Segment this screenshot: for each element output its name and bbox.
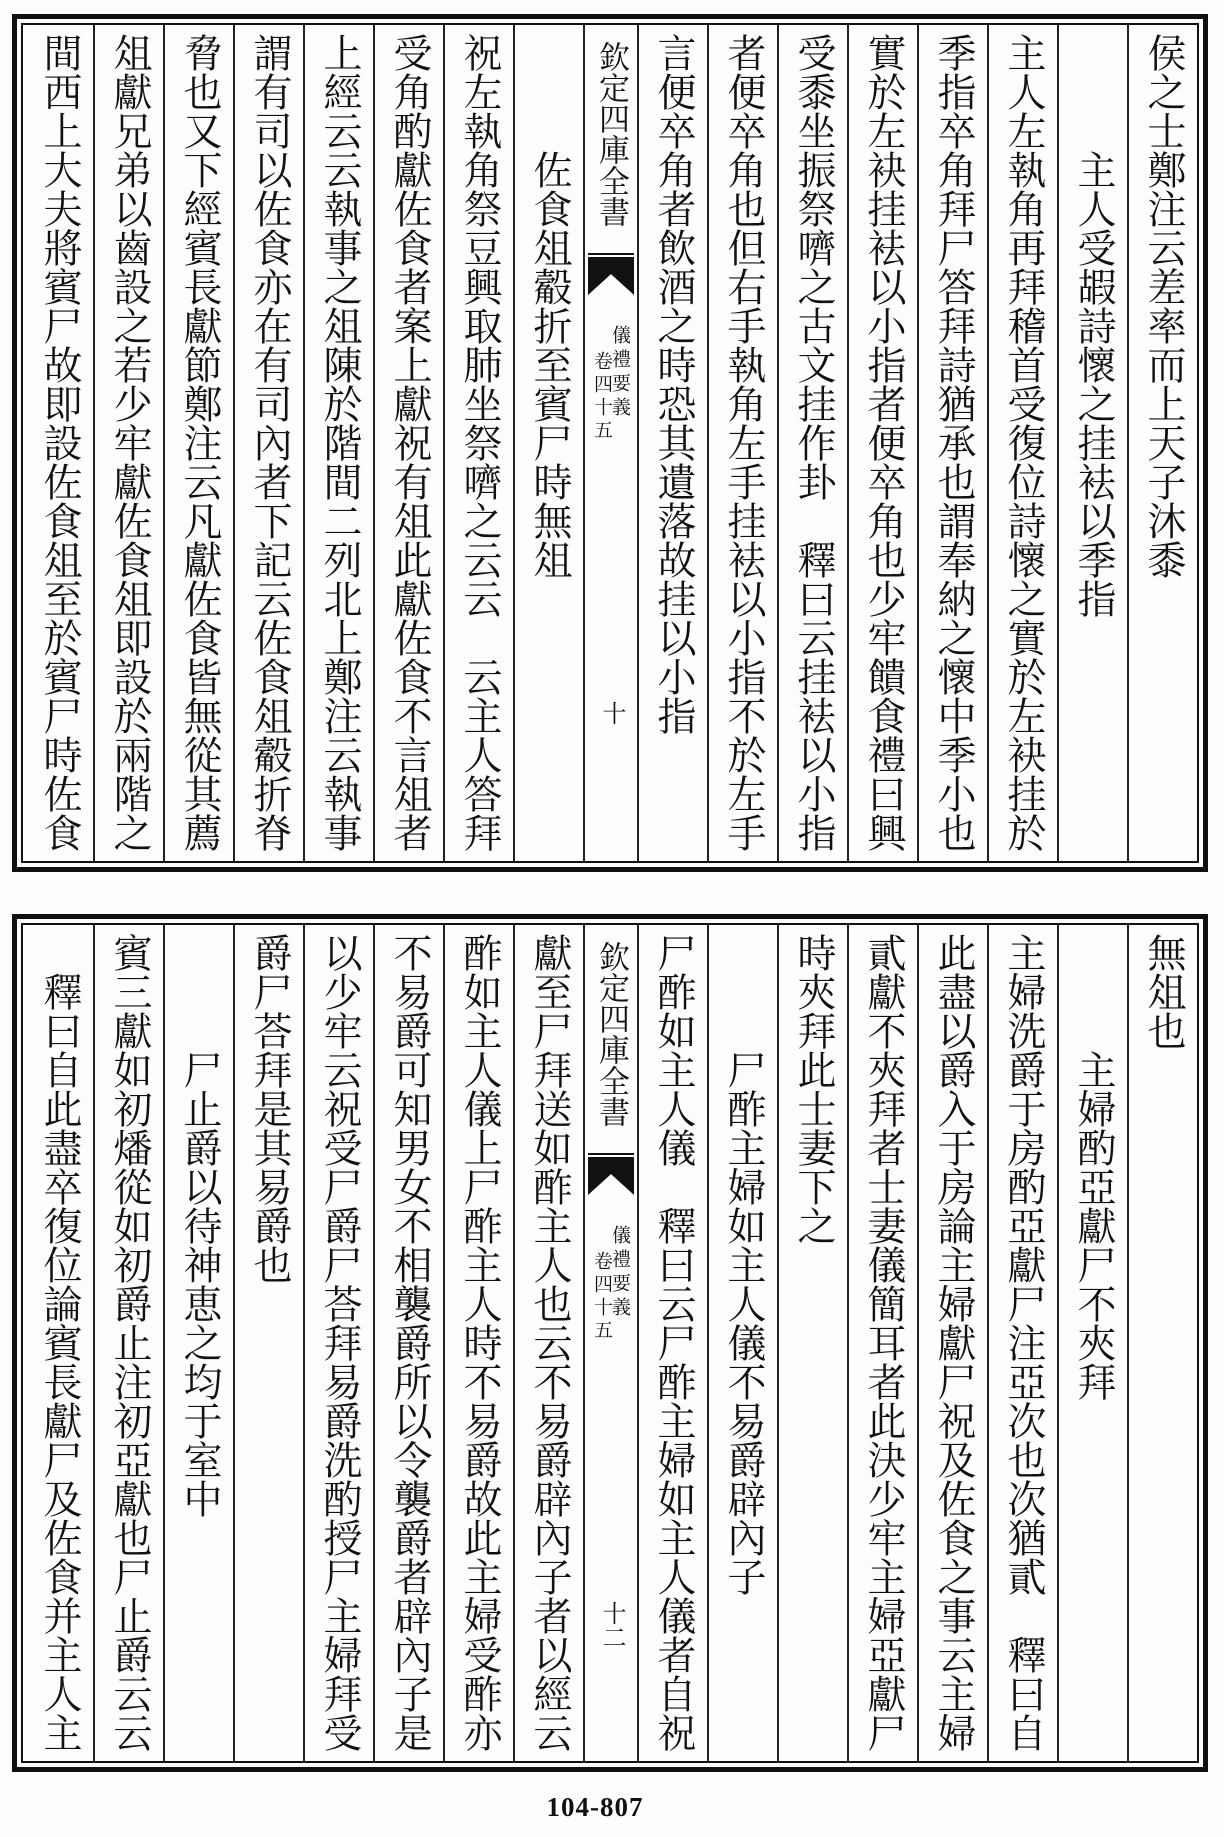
fish-tail-ornament xyxy=(588,257,634,295)
text-column: 主人受嘏詩懷之挂袪以季指 xyxy=(1057,25,1127,861)
series-title: 欽定四庫全書 xyxy=(593,41,629,227)
book-title: 儀禮要義 xyxy=(609,1225,631,1321)
leaf-number: 十 xyxy=(598,701,626,725)
text-column: 尸酢主婦如主人儀不易爵辟內子 xyxy=(707,925,777,1761)
leaf-number: 十二 xyxy=(598,1601,626,1649)
center-gutter xyxy=(583,25,637,861)
text-columns xyxy=(23,925,1197,1761)
text-column: 釋曰自此盡卒復位論賓長獻尸及佐食并主人主 xyxy=(37,972,82,1752)
fish-tail-rule xyxy=(588,1153,634,1155)
text-column: 謂有司以佐食亦在有司內者下記云佐食俎觳折脊 xyxy=(233,25,303,861)
page-code-footer: 104-807 xyxy=(546,1792,644,1822)
text-column: 受黍坐振祭嚌之古文挂作卦 釋曰云挂袪以小指 xyxy=(777,25,847,861)
text-column: 酢如主人儀上尸酢主人時不易爵故此主婦受酢亦 xyxy=(443,925,513,1761)
juan-label: 卷四十五 xyxy=(591,1251,613,1343)
text-column: 主婦洗爵于房酌亞獻尸注亞次也次猶貳 釋曰自 xyxy=(987,925,1057,1761)
text-column: 祝左執角祭豆興取肺坐祭嚌之云云 云主人答拜 xyxy=(443,25,513,861)
upper-leaf-panel xyxy=(12,14,1208,872)
lower-leaf-panel xyxy=(12,914,1208,1772)
text-column: 間西上大夫將賓尸故即設佐食俎至於賓尸時佐食 xyxy=(37,33,82,852)
text-column: 受角酌獻佐食者案上獻祝有俎此獻佐食不言俎者 xyxy=(373,25,443,861)
text-column: 主人左執角再拜稽首受復位詩懷之實於左袂挂於 xyxy=(987,25,1057,861)
text-column: 季指卒角拜尸答拜詩猶承也謂奉納之懷中季小也 xyxy=(917,25,987,861)
text-column: 爵尸荅拜是其易爵也 xyxy=(233,925,303,1761)
text-column: 此盡以爵入于房論主婦獻尸祝及佐食之事云主婦 xyxy=(917,925,987,1761)
center-gutter xyxy=(583,925,637,1761)
panel-inner-frame xyxy=(21,23,1199,863)
text-column: 俎獻兄弟以齒設之若少牢獻佐食俎即設於兩階之 xyxy=(93,25,163,861)
text-column: 佐食俎觳折至賓尸時無俎 xyxy=(513,25,583,861)
book-title: 儀禮要義 xyxy=(609,325,631,421)
text-column: 言便卒角者飲酒之時恐其遺落故挂以小指 xyxy=(637,25,707,861)
text-column: 者便卒角也但右手執角左手挂袪以小指不於左手 xyxy=(707,25,777,861)
fish-tail-rule xyxy=(588,253,634,255)
juan-label: 卷四十五 xyxy=(591,351,613,443)
panel-inner-frame xyxy=(21,923,1199,1763)
text-column: 不易爵可知男女不相襲爵所以令襲爵者辟內子是 xyxy=(373,925,443,1761)
text-column: 脅也又下經賓長獻節鄭注云凡獻佐食皆無從其薦 xyxy=(163,25,233,861)
text-column: 尸止爵以待神恵之均于室中 xyxy=(163,925,233,1761)
text-column: 以少牢云祝受尸爵尸荅拜易爵洗酌授尸主婦拜受 xyxy=(303,925,373,1761)
text-column: 侯之士鄭注云差率而上天子沐黍 xyxy=(1127,25,1197,861)
fish-tail-ornament xyxy=(588,1157,634,1195)
text-column: 主婦酌亞獻尸不夾拜 xyxy=(1057,925,1127,1761)
text-column: 尸酢如主人儀 釋曰云尸酢主婦如主人儀者自祝 xyxy=(637,925,707,1761)
text-column: 無俎也 xyxy=(1127,925,1197,1761)
text-column: 實於左袂挂袪以小指者便卒角也少牢饋食禮曰興 xyxy=(847,25,917,861)
text-column: 時夾拜此士妻下之 xyxy=(777,925,847,1761)
text-column: 上經云云執事之俎陳於階間二列北上鄭注云執事 xyxy=(303,25,373,861)
text-columns xyxy=(23,25,1197,861)
series-title: 欽定四庫全書 xyxy=(593,941,629,1127)
text-column: 貳獻不夾拜者士妻儀簡耳者此決少牢主婦亞獻尸 xyxy=(847,925,917,1761)
text-column: 獻至尸拜送如酢主人也云不易爵辟內子者以經云 xyxy=(513,925,583,1761)
text-column: 賓三獻如初燔從如初爵止注初亞獻也尸止爵云云 xyxy=(93,925,163,1761)
